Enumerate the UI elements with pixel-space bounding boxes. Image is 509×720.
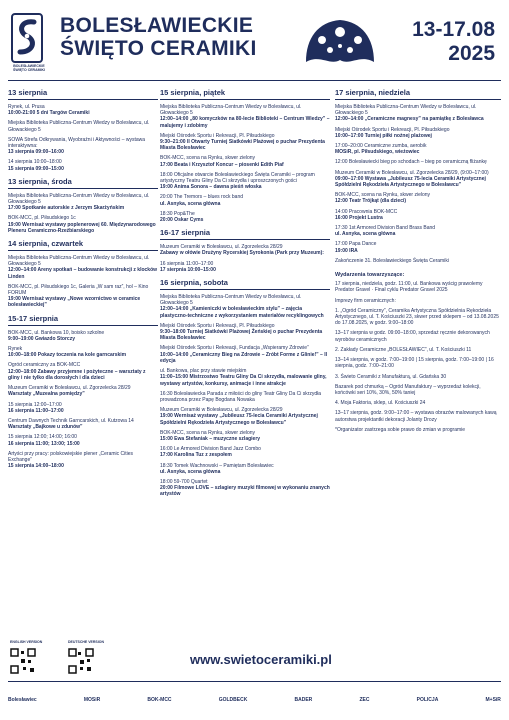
page-title (60, 14, 257, 60)
event-item (160, 368, 330, 387)
qr-section (10, 640, 160, 680)
event-venue: 16:30 Bolesławiecka Parada z miłości do gliny Teatr Gliny Da Ci skrzydła prowadzona przez Papę Bogdana Nowaka (160, 390, 322, 403)
sponsor-logo: M+SiR (485, 697, 501, 703)
info-line: 13–14 sierpnia, w godz. 7:00–19:00 | 15 sierpnia, godz. 7:00–19:00 | 16 sierpnia, godz. 7:00–21:00 (335, 357, 494, 370)
event-venue: BOK-MCC, pl. Piłsudskiego 1c, Galeria „W sam raz”, hol – Kino FORUM (8, 283, 149, 297)
ceramic-crown-icon (300, 10, 380, 80)
event-item (160, 172, 330, 191)
event-venue: Artyści przy pracy: polskowiejskie plener „Ceramic Cities Exchange” (8, 450, 134, 463)
info-line: 3. Świeto Ceramiki z Manufakturą, ul. Gdańska 30 (335, 373, 447, 380)
event-venue: Miejski Ośrodek Sportu i Rekreacji, Fundacja „Wspieramy Zdrowie” (160, 345, 309, 352)
day-heading: 14 sierpnia, czwartek (8, 239, 158, 251)
event-title: 10:00-21:00 5 dni Targów Ceramiki (8, 110, 90, 117)
event-title: 15 sierpnia 09:00–15:00 (8, 165, 64, 172)
event-venue: 17:30 1st Armored Division Band Brass Band (335, 225, 436, 232)
event-title: 9:30–18:00 Turniej Siatkówki Plażowej Żeńskiej o puchar Prezydenta Miasta Bolesławiec (160, 329, 323, 342)
festival-logo-icon (10, 12, 44, 64)
event-item (160, 323, 330, 342)
event-title: ul. Asnyka, scena główna (335, 231, 396, 238)
event-venue: SOWA Strefa Odkrywania, Wyobraźni i Aktywności – wystawa interaktywna: (8, 136, 146, 150)
event-venue: 12:00 Bolesławiecki bieg po schodach – bieg po ceramiczną fliżankę (335, 159, 487, 166)
event-title: 10:00–18:00 Pokazy toczenia na kole garncarskim (8, 352, 127, 359)
qr-code-english-icon[interactable] (10, 648, 36, 674)
event-item (335, 143, 501, 155)
event-title: Zabawy w ołówie Drużyny Rycerskiej Syrokonia (Park przy Muzeum): (160, 250, 324, 257)
event-item (160, 463, 330, 475)
event-title: 12:00–14:00 Areny spotkań – budowanie konstrukcji z klocków Linden (8, 267, 158, 280)
event-venue: Miejski Ośrodek Sportu i Rekreacji, Pl. Piłsudskiego (335, 126, 450, 133)
program-column-middle (160, 88, 330, 502)
event-item (8, 362, 158, 381)
event-venue: Rynek (8, 346, 23, 353)
sponsor-logo: BOK-MCC (147, 697, 172, 703)
event-venue: Miejska Biblioteka Publiczna-Centrum Wiedzy w Bolesławcu, ul. Głowackiego 5 (160, 104, 302, 117)
event-venue: Ogród ceramiczny za BOK-MCC (8, 362, 81, 369)
event-item (335, 170, 501, 189)
event-venue: 20:00 The Tremors – blues rock band (160, 194, 244, 201)
event-venue: BOK-MCC, scena na Rynku, skwer zielony (335, 192, 431, 199)
title-line-1: BOLESŁAWIECKIE (60, 14, 254, 37)
event-title: 17:00 Karolina Tuz z zespołem (160, 452, 232, 459)
footer-divider (8, 681, 501, 682)
event-item (160, 479, 330, 498)
event-item (160, 244, 330, 256)
info-line: 1. „Ogród Ceramiczny”, Ceramika Artystyczna Spółdzielnia Rękodzieła Artystycznego, ul. T. Kościuszki 23, skwer przed sklepem – od 13.08.2025 do 17.08.2025, w godz. 9:00–18:00 (335, 307, 499, 327)
sponsor-logo: GOLDBECK (218, 697, 248, 703)
event-title: 17:00 Beata i Krzysztof Koncur – piosenki Edith Piaf (160, 161, 284, 168)
event-item (8, 120, 158, 132)
event-item (160, 430, 330, 442)
event-title: ul. Asnyka, scena główna (160, 468, 221, 475)
event-venue: 18:30 Pop&The (160, 210, 195, 217)
event-venue: Muzeum Ceramiki w Bolesławcu, ul. Zgorzelecka 28/29 (8, 385, 131, 392)
event-venue: Miejska Biblioteka Publiczna-Centrum Wiedzy w Bolesławcu, ul. Głowackiego 5 (8, 255, 150, 268)
event-item (8, 434, 158, 446)
event-item (8, 402, 158, 414)
info-line: Imprezy firm ceramicznych: (335, 297, 396, 304)
event-item (8, 451, 158, 470)
event-item (160, 407, 330, 426)
event-title: 17:00 Spotkanie autorskie z Jerzym Skarżyńskim (8, 205, 125, 212)
event-item (160, 391, 330, 403)
event-venue: BOK-MCC, scena na Rynku, skwer zielony (160, 429, 256, 436)
event-title: 12:00 Teatr Trójkąt (dla dzieci) (335, 198, 407, 205)
sponsor-logo: MOSiR (83, 697, 101, 703)
event-title: 12:00–18:00 Zabawy przyjemne i pożyteczne – warsztaty z gliny i nie tylko dla dorosłych i dla dzieci (8, 368, 146, 381)
event-venue: Miejski Ośrodek Sportu i Rekreacji, Pl. Piłsudskiego (160, 322, 275, 329)
event-title: ul. Asnyka, scena główna (160, 200, 221, 207)
event-item (8, 418, 158, 430)
title-line-2: ŚWIĘTO CERAMIKI (60, 37, 257, 60)
event-venue: 17:00 Papa Dance (335, 241, 377, 248)
info-line: 17 sierpnia, niedziela, godz. 11:00, ul. Bankowa wyścig prawolemy Predator Gravel · Finał cyklu Predator Gravel 2025 (335, 281, 483, 294)
event-venue: BOK-MCC, pl. Piłsudskiego 1c (8, 215, 76, 222)
event-title: 9:30–21:00 II Otwarty Turniej Siatkówki Plażowej o puchar Prezydenta Miasta Bolesławiec (160, 139, 325, 152)
event-venue: 18:30 Tomek Wachnowski – Pamiętam Bolesławiec (160, 462, 274, 469)
qr-code-german-icon[interactable] (68, 648, 94, 674)
day-heading: 15 sierpnia, piątek (160, 88, 330, 100)
event-item (335, 127, 501, 139)
event-item (8, 137, 158, 156)
event-venue: Centrum Dawnych Technik Garncarskich, ul. Kutzowa 14 (8, 417, 134, 424)
header-divider (8, 80, 501, 81)
event-title: 12:00–14:00 „Kamieniczki w bolesławieckim stylu” – zajęcia plastyczno-techniczne z wykorzystaniem materiałów recyklingowych (160, 306, 324, 319)
event-title: 19:00 Anima Sonora – dawna pieśń włoska (160, 184, 262, 191)
sponsor-logo: BADER (294, 697, 313, 703)
event-item (160, 294, 330, 319)
event-venue: Miejska Biblioteka Publiczna-Centrum Wiedzy w Bolesławcu, ul. Głowackiego 5 (8, 120, 150, 133)
event-venue: 18:00 Oficjalne otwarcie Bolesławieckiego Święta Ceramiki – program artystyczny Teatru Gliny Da Ci skrzydła i uproszczonych gości (160, 171, 315, 185)
event-item (8, 284, 158, 309)
event-venue: 16:00 Le Armored Division Band Jazz Combo (160, 446, 261, 453)
day-heading: 17 sierpnia, niedziela (335, 88, 501, 100)
event-item (8, 255, 158, 280)
event-item (160, 194, 330, 206)
event-item (8, 215, 158, 234)
event-venue: 18:00 59-700 Quartet (160, 478, 208, 485)
event-item (335, 209, 501, 221)
event-item (8, 104, 158, 116)
logo-caption: BOLESŁAWIECKIE ŚWIĘTO CERAMIKI (12, 64, 46, 72)
sponsor-bar (8, 683, 501, 717)
event-item (335, 192, 501, 204)
event-title: 19:00 Wernisaż wystawy „Nowe wzornictwo w ceramice bolesławieckiej” (8, 296, 141, 309)
event-title: 15:00 Ewa Stefaniak – muzyczne szlagiery (160, 435, 261, 442)
event-title: 20:00 Oskar Cyms (160, 217, 204, 224)
qr-label-english: ENGLISH VERSION (10, 640, 43, 644)
event-item (8, 159, 158, 171)
event-venue: Rynek, ul. Prusa (8, 104, 45, 110)
dates-range: 13-17.08 (412, 18, 495, 41)
event-item (8, 346, 158, 358)
event-venue: 16 sierpnia 11:00–17:00 (160, 260, 214, 267)
day-heading: 15-17 sierpnia (8, 314, 158, 326)
info-line: 2. Zakłady Ceramiczne „BOLESŁAWIEC”, ul. T. Kościuszki 11 (335, 346, 472, 353)
event-title: 16:00 Projekt Lustra (335, 214, 383, 221)
day-heading: 16-17 sierpnia (160, 228, 330, 240)
sponsor-logo: ZEC (359, 697, 370, 703)
event-venue: 15 sierpnia 12:00–17:00 (8, 401, 62, 408)
event-item (335, 225, 501, 237)
event-title: 19:00 Wernisaż wystawy poplenerowej 60. Międzynarodowego Pleneru Ceramiczno-Rzeźbiarskiego (8, 221, 156, 234)
program-column-left (8, 88, 158, 473)
program-column-right (335, 88, 501, 437)
event-item (160, 155, 330, 167)
event-title: 20:00 Filmowe LOVE – szlagiery muzyki filmowej w wykonaniu znanych artystów (160, 485, 330, 498)
event-venue: 14:00 Pracownia BOK-MCC (335, 208, 398, 215)
info-line: 13–17 sierpnia, godz. 9:00–17:00 – wystawa obrazów malowanych kawą autorstwa projektantki dekoracji Jolanty Drozy (335, 410, 497, 423)
info-line: *Organizator zastrzega sobie prawo do zmian w programie (335, 426, 466, 433)
event-venue: Muzeum Ceramiki w Bolesławcu, ul. Zgorzelecka 28/29 (160, 244, 283, 251)
event-title: 12:00–14:00 „80 komyczków na 80-lecie Biblioteki – Centrum Wiedzy” – malujemy i zdobimy (160, 116, 330, 129)
event-item (335, 104, 501, 123)
event-venue: Miejska Biblioteka Publiczna-Centrum Wiedzy w Bolesławcu, ul. Głowackiego 5 (8, 192, 150, 206)
event-venue: BOK-MCC, ul. Bankowa 10, boisko szkolne (8, 329, 105, 336)
event-venue: Muzeum Ceramiki w Bolesławcu, ul. Zgorzelecka 28/29, (9:00–17:00) (335, 169, 489, 176)
event-venue: Muzeum Ceramiki w Bolesławcu, ul. Zgorzelecka 28/29 (160, 407, 283, 414)
event-title: Warsztaty „Bajkowe u zdunów” (8, 424, 83, 431)
event-venue: ul. Bankowa, plac przy stawie miejskim (160, 368, 247, 375)
event-title: 17 sierpnia 10:00–15:00 (160, 266, 216, 273)
sponsor-logo: Bolesławiec (8, 697, 37, 703)
dates-year: 2025 (448, 42, 495, 65)
event-item (335, 241, 501, 253)
event-title: 19:00 Wernisaż wystawy „Jubileusz 75-lecia Ceramiki Artystycznej Spółdzielni Rękodzieła Artystycznego w Bolesławcu” (160, 413, 318, 426)
event-item (335, 159, 501, 165)
event-title: 13 sierpnia 09:00–16:00 (8, 149, 64, 156)
event-venue: BOK-MCC, scena na Rynku, skwer zielony (160, 155, 256, 162)
event-item (8, 385, 158, 397)
event-item (160, 104, 330, 129)
event-item (8, 330, 158, 342)
event-title: 16 sierpnia 11:00–17:00 (8, 407, 64, 414)
festival-dates (412, 18, 495, 66)
event-item (160, 211, 330, 223)
event-item (160, 133, 330, 152)
event-title: 11:00–15:00 Mistrzostwo Teatru Gliny Da Ci skrzydła, malowanie gliny, wystawy artystów, konkursy, animacje i inne atrakcje (160, 374, 327, 387)
event-title: 09:00–17:00 Wystawa „Jubileusz 75-lecia Ceramiki Artystycznej Spółdzielni Rękodzieła Artystycznego w Bolesławcu” (335, 175, 486, 189)
event-venue: Miejska Biblioteka Publiczna-Centrum Wiedzy w Bolesławcu, ul. Głowackiego 5 (335, 104, 477, 117)
event-title: 19:00 IRA (335, 247, 358, 254)
event-venue: Zakończenie 31. Bolesławieckiego Święta Ceramiki (335, 257, 449, 264)
event-title: 10:00–14:00 „Ceramiczny Bieg na Zdrowie – Zróbt Forme z Glinie!” – II edycja (160, 351, 327, 364)
event-venue: 15 sierpnia 12:00; 14:00; 16:00 (8, 434, 77, 441)
event-item (160, 261, 330, 273)
info-line: 13–17 sierpnia w godz. 09:00–18:00, sprzedaż ręcznie dekorowanych wyrobów ceramicznych (335, 330, 490, 343)
event-title: 10:00–17:00 Turniej piłki nożnej plażowej (335, 132, 432, 139)
event-venue: Miejski Ośrodek Sportu i Rekreacji, Pl. Piłsudskiego (160, 132, 275, 139)
event-title: 12:00–14:00 „Ceramiczne magnesy” na pamiątkę z Bolesławca (335, 116, 484, 123)
event-venue: 14 sierpnia 10:00–18:00 (8, 159, 62, 166)
day-heading: 16 sierpnia, sobota (160, 278, 330, 290)
event-title: 16 sierpnia 11:00; 13:00; 15:00 (8, 440, 80, 447)
event-title: 9:00–19:00 Gwiazdo Storczy (8, 335, 75, 342)
info-title: Wydarzenia towarzyszące: (335, 272, 405, 279)
event-item (160, 345, 330, 364)
event-item (160, 446, 330, 458)
day-heading: 13 sierpnia (8, 88, 158, 100)
day-heading: 13 sierpnia, środa (8, 177, 158, 189)
event-title: 15 sierpnia 14:00–18:00 (8, 463, 64, 470)
event-item (8, 193, 158, 212)
event-venue: Miejska Biblioteka Publiczna-Centrum Wiedzy w Bolesławcu, ul. Głowackiego 5 (160, 294, 302, 307)
info-line: 4. Moja Faktoria, sklep, ul. Kościuszki 24 (335, 400, 426, 407)
sponsor-logo: POLICJA (416, 697, 439, 703)
event-title: Warsztaty „Muzealna pomiędzy” (8, 391, 85, 398)
qr-label-german: DEUTSCHE VERSION (68, 640, 104, 644)
event-venue: 17:00–20:00 Ceramiczne zumba, aerobik (335, 143, 427, 150)
event-title: MOSiR, pl. Piłsudskiego, wieżowiec (335, 149, 420, 156)
info-line: Bazarek pod chmurką – Ogród Manufaktury – wyprzedaż kolekcji, końcówki seri 10%, 30%, 50% taniej (335, 383, 481, 396)
website-url[interactable]: www.swietoceramiki.pl (190, 652, 332, 667)
event-item (335, 258, 501, 264)
